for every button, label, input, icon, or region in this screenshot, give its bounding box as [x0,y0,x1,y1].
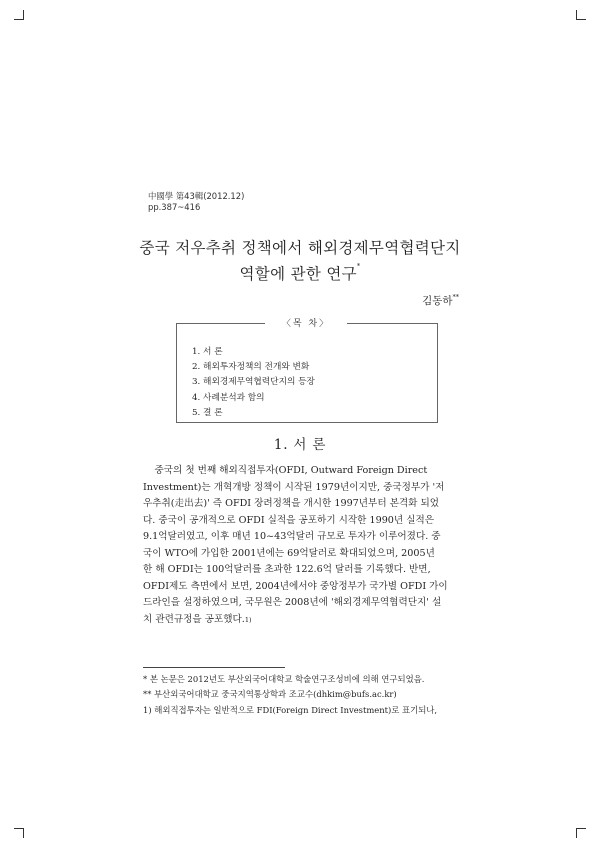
body-line: Investment)는 개혁개방 정책이 시작된 1979년이지만, 중국정부가 '저 [143,481,445,493]
body-line-text: 치 관련규정을 공포했다. [143,613,245,625]
body-line: 9.1억달러였고, 이후 매년 10~43억달러 규모로 투자가 이루어졌다. 중 [143,531,441,542]
toc-label: 〈목 차〉 [265,316,347,329]
crop-mark-top-left [14,10,24,20]
body-line: 다. 중국이 공개적으로 OFDI 실적을 공포하기 시작한 1990년 실적은 [143,514,435,526]
toc-list [192,345,315,421]
toc-item: 1. 서 론 [192,347,223,357]
body-line: OFDI제도 측면에서 보면, 2004년에서야 중앙정부가 국가별 OFDI 가이 [143,580,448,592]
footnote-1: 1) 해외직접투자는 일반적으로 FDI(Foreign Direct Investment)로 표기되나, [143,705,438,715]
paper-title-line-1: 중국 저우추취 정책에서 해외경제무역협력단지 [139,239,461,257]
footnote-divider [143,667,285,668]
toc-item: 2. 해외투자정책의 전개와 변화 [192,362,310,373]
footnote-affiliation: ** 부산외국어대학교 중국지역통상학과 조교수(dhkim@bufs.ac.kr) [143,689,397,699]
section-heading: 1. 서 론 [273,437,327,453]
journal-volume: 中國學 第43輯(2012.12) [148,191,245,201]
body-line: 드라인을 설정하였으며, 국무원은 2008년에 '해외경제무역협력단지' 설 [143,597,442,608]
author-name: 김동하 [422,295,453,307]
footnote-ref: 1) [244,615,252,624]
toc-item: 4. 사례분석과 함의 [192,392,265,403]
crop-mark-top-right [576,10,586,20]
journal-info [148,191,244,213]
body-line-last [143,612,459,629]
body-line: 한 해 OFDI는 100억달러를 초과한 122.6억 달러를 기록했다. 반면, [143,564,431,575]
body-line: 중국의 첫 번째 해외직접투자(OFDI, Outward Foreign Direct [154,465,428,476]
toc-item: 5. 결 론 [192,407,223,418]
journal-pages: pp.387~416 [148,202,201,212]
author-footnote-mark: ** [452,293,459,301]
title-footnote-mark: * [356,262,361,270]
paper-title-line-2 [100,262,500,284]
body-line: 우추취(走出去)' 즉 OFDI 장려정책을 개시한 1997년부터 본격화 되었 [143,498,440,509]
body-line: 국이 WTO에 가입한 2001년에는 69억달러로 확대되었으며, 2005년 [143,547,435,559]
crop-mark-bottom-right [576,828,586,838]
paper-title-text: 역할에 관한 연구 [239,265,357,283]
body-paragraph [143,463,459,628]
author [422,293,459,308]
footnote-funding: * 본 논문은 2012년도 부산외국어대학교 학술연구조성비에 의해 연구되었음. [143,674,425,684]
crop-mark-bottom-left [14,828,24,838]
toc-item: 3. 해외경제무역협력단지의 등장 [192,377,315,388]
